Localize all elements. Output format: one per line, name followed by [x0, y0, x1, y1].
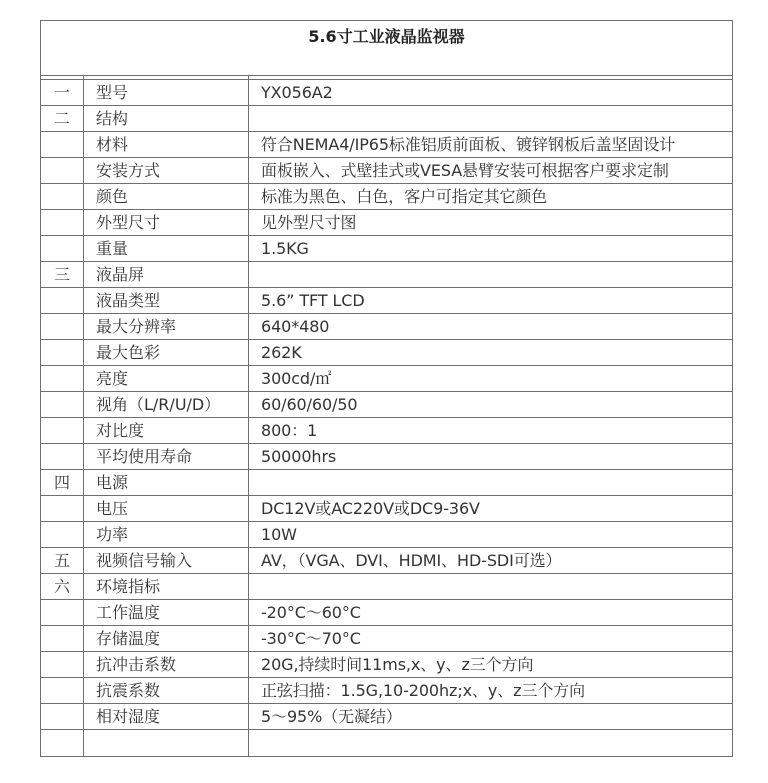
row-value: AV，（VGA、DVI、HDMI、HD-SDI可选）: [249, 548, 733, 574]
table-row: [41, 704, 733, 730]
row-value: -30°C～70°C: [249, 626, 733, 652]
row-index: [41, 158, 84, 184]
row-value: 标准为黑色、白色，客户可指定其它颜色: [249, 184, 733, 210]
table-row: [41, 418, 733, 444]
row-index: 六: [41, 574, 84, 600]
table-row: [41, 626, 733, 652]
row-value: 5～95%（无凝结）: [249, 704, 733, 730]
row-name: 功率: [84, 522, 249, 548]
table-row: [41, 184, 733, 210]
row-value: [249, 730, 733, 757]
row-name: 液晶屏: [84, 262, 249, 288]
row-index: [41, 314, 84, 340]
row-name: 结构: [84, 106, 249, 132]
row-name: 抗冲击系数: [84, 652, 249, 678]
row-name: 亮度: [84, 366, 249, 392]
row-index: [41, 236, 84, 262]
row-index: [41, 132, 84, 158]
table-row: [41, 158, 733, 184]
table-row: [41, 262, 733, 288]
table-title: 5.6寸工业液晶监视器: [41, 21, 733, 76]
table-row: [41, 132, 733, 158]
row-index: [41, 340, 84, 366]
table-row: [41, 236, 733, 262]
table-row: [41, 340, 733, 366]
row-name: 环境指标: [84, 574, 249, 600]
table-row: [41, 522, 733, 548]
row-value: 262K: [249, 340, 733, 366]
row-name: 重量: [84, 236, 249, 262]
table-row: [41, 652, 733, 678]
row-value: [249, 470, 733, 496]
row-value: 5.6” TFT LCD: [249, 288, 733, 314]
row-index: [41, 626, 84, 652]
row-index: [41, 496, 84, 522]
row-name: [84, 730, 249, 757]
row-value: 符合NEMA4/IP65标准铝质前面板、镀锌钢板后盖坚固设计: [249, 132, 733, 158]
row-name: 外型尺寸: [84, 210, 249, 236]
table-row: [41, 444, 733, 470]
spec-table: [40, 20, 733, 757]
row-name: 存储温度: [84, 626, 249, 652]
row-value: 10W: [249, 522, 733, 548]
row-value: 60/60/60/50: [249, 392, 733, 418]
row-value: 见外型尺寸图: [249, 210, 733, 236]
row-value: 640*480: [249, 314, 733, 340]
table-row: [41, 80, 733, 106]
row-value: 正弦扫描：1.5G,10-200hz;x、y、z三个方向: [249, 678, 733, 704]
spec-table-body: [41, 21, 733, 757]
row-index: [41, 704, 84, 730]
row-name: 液晶类型: [84, 288, 249, 314]
row-value: 300cd/㎡: [249, 366, 733, 392]
row-index: [41, 652, 84, 678]
row-index: 三: [41, 262, 84, 288]
row-index: [41, 392, 84, 418]
table-row: [41, 548, 733, 574]
row-name: 平均使用寿命: [84, 444, 249, 470]
table-row: [41, 106, 733, 132]
row-value: 1.5KG: [249, 236, 733, 262]
row-value: [249, 106, 733, 132]
table-row: [41, 314, 733, 340]
row-index: 四: [41, 470, 84, 496]
row-value: [249, 574, 733, 600]
row-index: [41, 184, 84, 210]
row-name: 抗震系数: [84, 678, 249, 704]
row-index: [41, 522, 84, 548]
table-row: [41, 210, 733, 236]
row-index: [41, 366, 84, 392]
row-value: 面板嵌入、式壁挂式或VESA悬臂安装可根据客户要求定制: [249, 158, 733, 184]
row-value: YX056A2: [249, 80, 733, 106]
table-row: [41, 470, 733, 496]
row-index: 二: [41, 106, 84, 132]
row-name: 相对湿度: [84, 704, 249, 730]
table-row: [41, 730, 733, 757]
row-index: [41, 418, 84, 444]
table-row: [41, 366, 733, 392]
row-index: 五: [41, 548, 84, 574]
row-index: [41, 678, 84, 704]
table-row: [41, 288, 733, 314]
row-index: [41, 600, 84, 626]
row-index: [41, 730, 84, 757]
row-value: 50000hrs: [249, 444, 733, 470]
table-row: [41, 574, 733, 600]
table-row: [41, 600, 733, 626]
table-row: [41, 496, 733, 522]
row-value: -20°C～60°C: [249, 600, 733, 626]
title-row: [41, 21, 733, 76]
row-index: 一: [41, 80, 84, 106]
row-name: 视频信号输入: [84, 548, 249, 574]
row-name: 材料: [84, 132, 249, 158]
row-name: 工作温度: [84, 600, 249, 626]
row-value: [249, 262, 733, 288]
row-value: 800：1: [249, 418, 733, 444]
row-value: 20G,持续时间11ms,x、y、z三个方向: [249, 652, 733, 678]
row-name: 颜色: [84, 184, 249, 210]
row-name: 视角（L/R/U/D）: [84, 392, 249, 418]
row-name: 型号: [84, 80, 249, 106]
row-name: 最大分辨率: [84, 314, 249, 340]
row-name: 电压: [84, 496, 249, 522]
row-index: [41, 210, 84, 236]
row-name: 安装方式: [84, 158, 249, 184]
row-name: 最大色彩: [84, 340, 249, 366]
row-index: [41, 288, 84, 314]
table-row: [41, 678, 733, 704]
row-index: [41, 444, 84, 470]
row-value: DC12V或AC220V或DC9-36V: [249, 496, 733, 522]
row-name: 电源: [84, 470, 249, 496]
row-name: 对比度: [84, 418, 249, 444]
table-row: [41, 392, 733, 418]
